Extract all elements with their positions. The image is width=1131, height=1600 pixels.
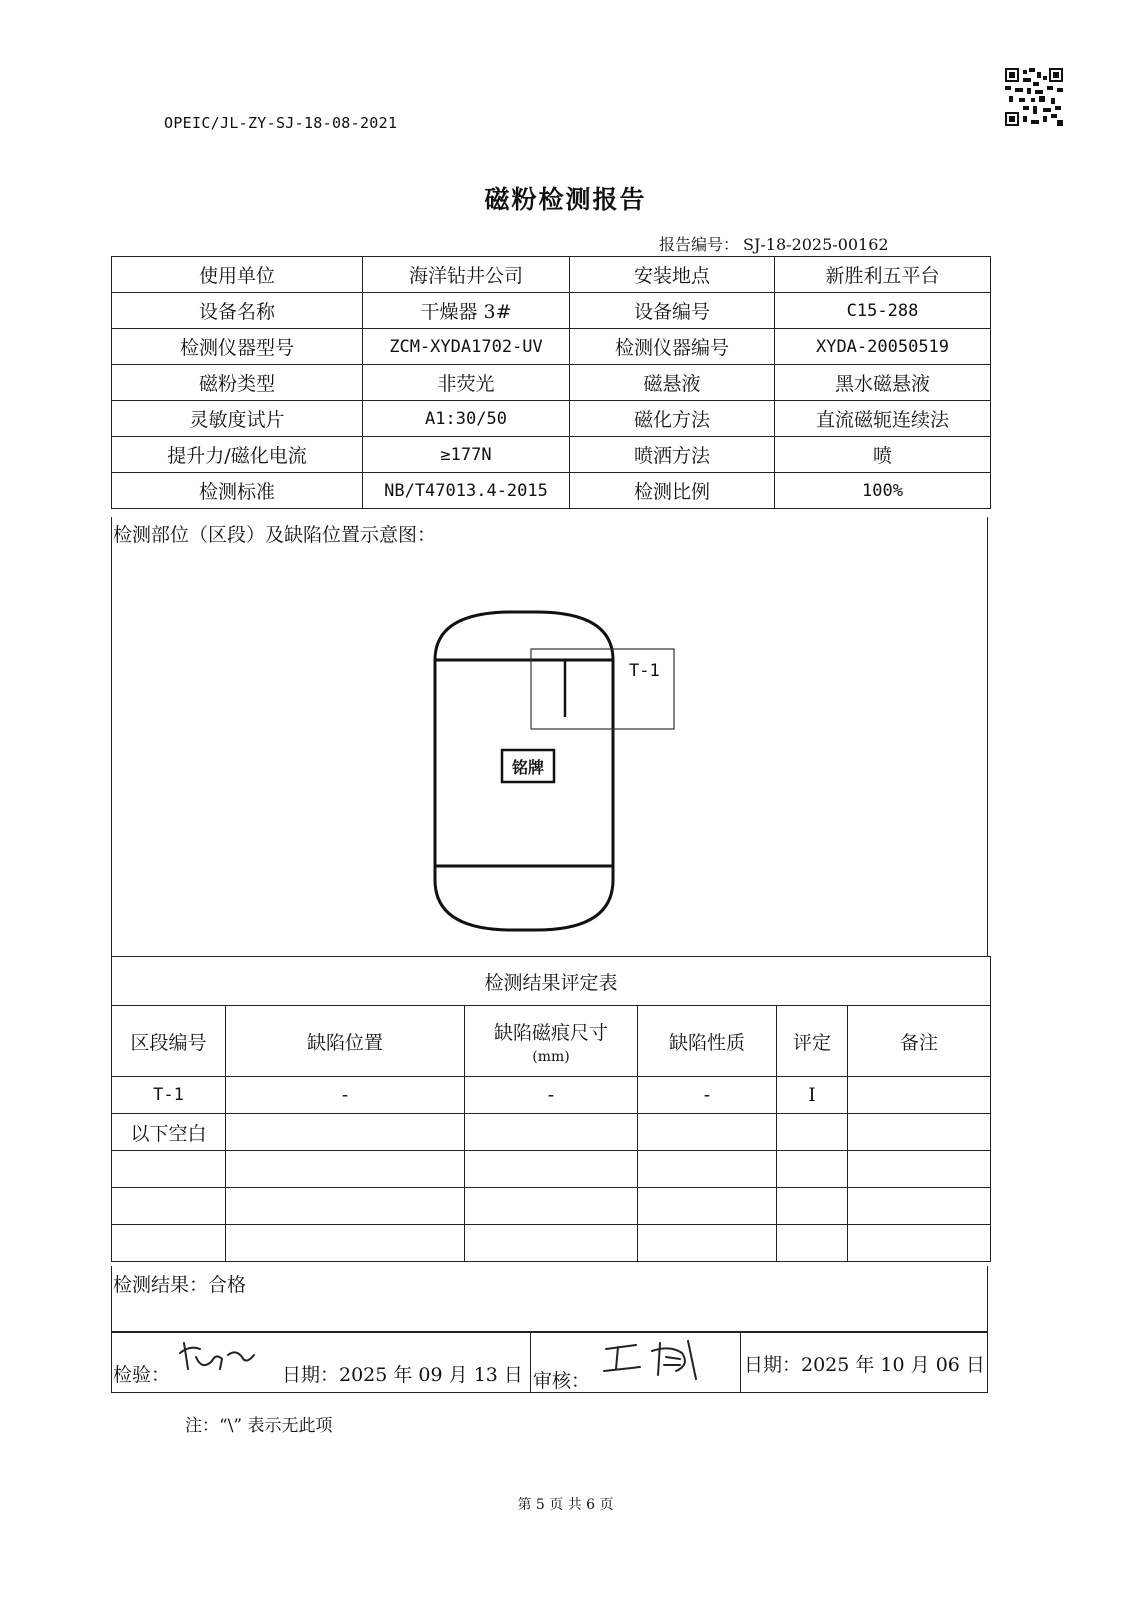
inspect-date: 日期：2025 年 09 月 13 日 xyxy=(282,1364,523,1386)
table-cell xyxy=(226,1151,465,1188)
info-value: ZCM-XYDA1702-UV xyxy=(363,329,570,365)
info-key: 检测仪器编号 xyxy=(570,329,775,365)
table-cell xyxy=(848,1114,991,1151)
table-row xyxy=(112,1188,991,1225)
info-row xyxy=(112,293,991,329)
table-cell xyxy=(777,1188,848,1225)
info-value: 非荧光 xyxy=(363,365,570,401)
divider xyxy=(740,1331,741,1393)
reviewer-label: 审核： xyxy=(533,1370,591,1392)
info-key: 提升力/磁化电流 xyxy=(112,437,363,473)
info-value: C15-288 xyxy=(775,293,991,329)
table-cell xyxy=(112,1151,226,1188)
info-key: 检测比例 xyxy=(570,473,775,509)
info-value: 100% xyxy=(775,473,991,509)
table-cell xyxy=(848,1225,991,1262)
column-header-size xyxy=(465,1006,638,1077)
table-cell xyxy=(777,1225,848,1262)
column-header: 评定 xyxy=(777,1006,848,1077)
info-key: 设备编号 xyxy=(570,293,775,329)
table-cell xyxy=(848,1151,991,1188)
info-key: 磁粉类型 xyxy=(112,365,363,401)
table-cell xyxy=(638,1225,777,1262)
table-cell xyxy=(465,1114,638,1151)
table-cell xyxy=(226,1225,465,1262)
report-number-label: 报告编号： xyxy=(659,235,740,254)
table-cell: 以下空白 xyxy=(112,1114,226,1151)
result-caption-row xyxy=(112,957,991,1006)
info-row xyxy=(112,473,991,509)
section-tag: T-1 xyxy=(629,661,660,681)
info-value: XYDA-20050519 xyxy=(775,329,991,365)
table-cell xyxy=(777,1151,848,1188)
info-value: 干燥器 3# xyxy=(363,293,570,329)
table-cell xyxy=(638,1151,777,1188)
table-row xyxy=(112,1151,991,1188)
table-cell: T-1 xyxy=(112,1077,226,1114)
table-cell: I xyxy=(777,1077,848,1114)
result-table xyxy=(111,956,991,1262)
table-cell xyxy=(226,1188,465,1225)
divider xyxy=(530,1331,531,1393)
info-value: 黑水磁悬液 xyxy=(775,365,991,401)
info-row xyxy=(112,365,991,401)
info-value: NB/T47013.4-2015 xyxy=(363,473,570,509)
table-cell xyxy=(465,1225,638,1262)
table-cell xyxy=(112,1225,226,1262)
column-header: 区段编号 xyxy=(112,1006,226,1077)
table-cell xyxy=(777,1114,848,1151)
info-value: ≥177N xyxy=(363,437,570,473)
info-value: 直流磁轭连续法 xyxy=(775,401,991,437)
inspector-label: 检验： xyxy=(113,1364,171,1386)
document-code: OPEIC/JL-ZY-SJ-18-08-2021 xyxy=(164,114,398,132)
info-value: 新胜利五平台 xyxy=(775,257,991,293)
test-conclusion: 检测结果：合格 xyxy=(113,1274,247,1296)
table-cell xyxy=(638,1114,777,1151)
column-header: 缺陷位置 xyxy=(226,1006,465,1077)
reviewer-signature xyxy=(600,1335,710,1385)
info-key: 设备名称 xyxy=(112,293,363,329)
info-value: 喷 xyxy=(775,437,991,473)
column-header: 缺陷性质 xyxy=(638,1006,777,1077)
equipment-info-table xyxy=(111,256,991,509)
result-header-row xyxy=(112,1006,991,1077)
info-value: 海洋钻井公司 xyxy=(363,257,570,293)
table-cell: - xyxy=(465,1077,638,1114)
info-row xyxy=(112,401,991,437)
nameplate-label: 铭牌 xyxy=(511,758,545,777)
size-unit: (mm) xyxy=(532,1048,570,1065)
info-key: 检测标准 xyxy=(112,473,363,509)
info-row xyxy=(112,257,991,293)
column-header: 备注 xyxy=(848,1006,991,1077)
table-row xyxy=(112,1077,991,1114)
info-row xyxy=(112,329,991,365)
info-value: A1:30/50 xyxy=(363,401,570,437)
info-key: 使用单位 xyxy=(112,257,363,293)
table-cell: - xyxy=(226,1077,465,1114)
result-table-caption: 检测结果评定表 xyxy=(112,957,991,1006)
column-header: 缺陷磁痕尺寸 xyxy=(493,1021,608,1044)
table-cell xyxy=(112,1188,226,1225)
info-key: 检测仪器型号 xyxy=(112,329,363,365)
table-cell xyxy=(465,1151,638,1188)
review-date: 日期：2025 年 10 月 06 日 xyxy=(744,1354,985,1376)
footnote: 注：“\” 表示无此项 xyxy=(185,1416,333,1436)
table-cell xyxy=(465,1188,638,1225)
qr-code-icon xyxy=(1005,68,1063,126)
table-cell xyxy=(848,1188,991,1225)
info-key: 磁悬液 xyxy=(570,365,775,401)
report-title: 磁粉检测报告 xyxy=(484,185,647,214)
table-row xyxy=(112,1114,991,1151)
report-number xyxy=(655,232,889,255)
info-key: 灵敏度试片 xyxy=(112,401,363,437)
table-cell xyxy=(638,1188,777,1225)
table-row xyxy=(112,1225,991,1262)
info-key: 喷洒方法 xyxy=(570,437,775,473)
page-number: 第 5 页 共 6 页 xyxy=(517,1497,614,1513)
info-key: 安装地点 xyxy=(570,257,775,293)
info-key: 磁化方法 xyxy=(570,401,775,437)
inspector-signature xyxy=(172,1335,262,1380)
report-number-value: SJ-18-2025-00162 xyxy=(743,235,889,254)
table-cell xyxy=(226,1114,465,1151)
table-cell: - xyxy=(638,1077,777,1114)
vessel-diagram xyxy=(400,600,700,940)
table-cell xyxy=(848,1077,991,1114)
info-row xyxy=(112,437,991,473)
diagram-label: 检测部位（区段）及缺陷位置示意图： xyxy=(113,524,437,546)
